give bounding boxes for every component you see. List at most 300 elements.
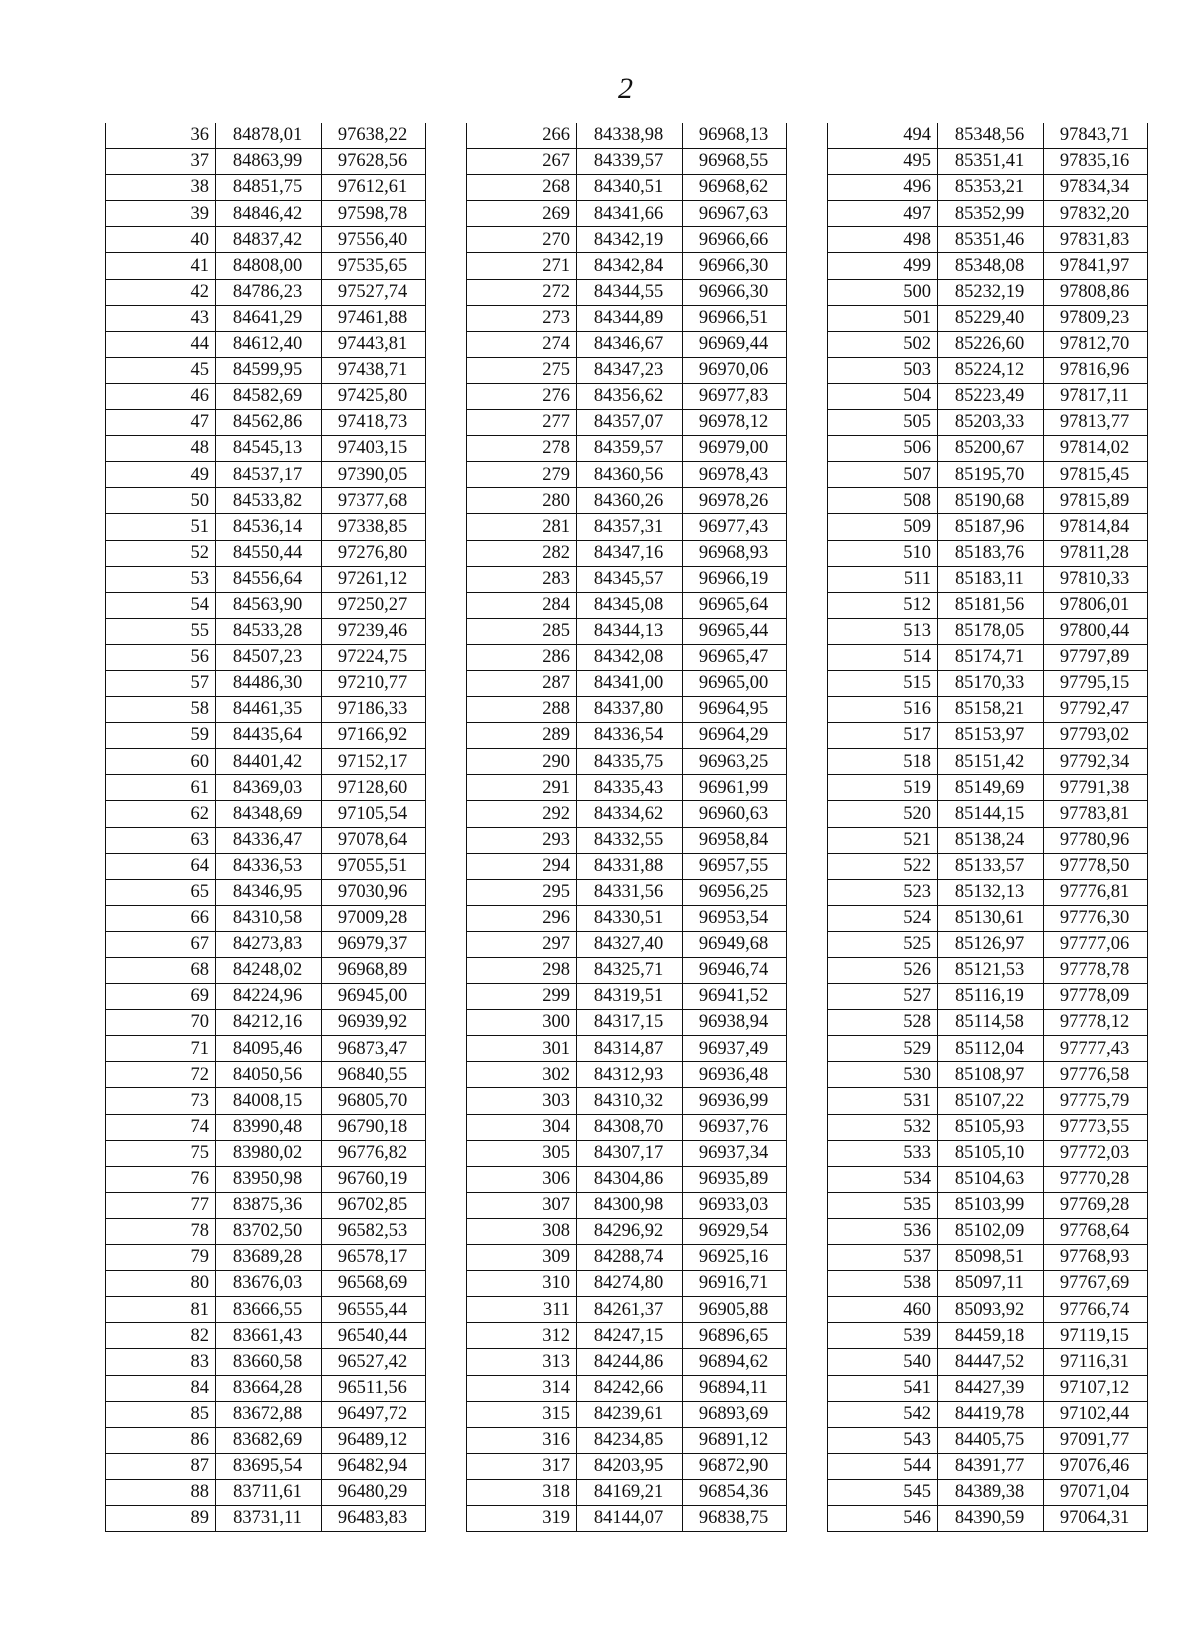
point-number: 305 [467,1140,577,1166]
point-number: 62 [106,801,216,827]
x-coordinate: 83950,98 [216,1166,322,1192]
x-coordinate: 85178,05 [938,618,1044,644]
x-coordinate: 84447,52 [938,1349,1044,1375]
y-coordinate: 97775,79 [1044,1088,1148,1114]
y-coordinate: 97812,70 [1044,331,1148,357]
table-row [106,670,426,696]
point-number: 285 [467,618,577,644]
table-row [828,1114,1148,1140]
table-row [106,931,426,957]
y-coordinate: 96894,11 [683,1375,787,1401]
point-number: 48 [106,436,216,462]
y-coordinate: 96582,53 [322,1218,426,1244]
y-coordinate: 96964,95 [683,697,787,723]
y-coordinate: 96480,29 [322,1479,426,1505]
table-row [828,1323,1148,1349]
y-coordinate: 97166,92 [322,723,426,749]
x-coordinate: 85098,51 [938,1245,1044,1271]
x-coordinate: 83664,28 [216,1375,322,1401]
y-coordinate: 97628,56 [322,149,426,175]
point-number: 66 [106,905,216,931]
point-number: 40 [106,227,216,253]
point-number: 54 [106,592,216,618]
y-coordinate: 97210,77 [322,670,426,696]
x-coordinate: 84144,07 [577,1505,683,1531]
x-coordinate: 84336,54 [577,723,683,749]
y-coordinate: 96873,47 [322,1036,426,1062]
table-row [467,592,787,618]
y-coordinate: 96540,44 [322,1323,426,1349]
table-row [106,514,426,540]
table-row [106,540,426,566]
point-number: 507 [828,462,938,488]
table-row [467,1401,787,1427]
point-number: 539 [828,1323,938,1349]
y-coordinate: 96936,99 [683,1088,787,1114]
point-number: 522 [828,853,938,879]
table-row [828,357,1148,383]
point-number: 43 [106,305,216,331]
y-coordinate: 97767,69 [1044,1271,1148,1297]
x-coordinate: 84641,29 [216,305,322,331]
table-row [467,1166,787,1192]
point-number: 280 [467,488,577,514]
y-coordinate: 96945,00 [322,984,426,1010]
x-coordinate: 84401,42 [216,749,322,775]
table-row [828,670,1148,696]
point-number: 284 [467,592,577,618]
table-row [467,1114,787,1140]
table-row [106,149,426,175]
y-coordinate: 96578,17 [322,1245,426,1271]
y-coordinate: 97806,01 [1044,592,1148,618]
point-number: 525 [828,931,938,957]
point-number: 88 [106,1479,216,1505]
x-coordinate: 85138,24 [938,827,1044,853]
table-row [828,749,1148,775]
y-coordinate: 97535,65 [322,253,426,279]
table-row [467,723,787,749]
y-coordinate: 97773,55 [1044,1114,1148,1140]
y-coordinate: 97418,73 [322,410,426,436]
x-coordinate: 85097,11 [938,1271,1044,1297]
point-number: 318 [467,1479,577,1505]
table-row [467,697,787,723]
table-row [106,1323,426,1349]
x-coordinate: 84346,67 [577,331,683,357]
table-row [467,749,787,775]
y-coordinate: 96933,03 [683,1192,787,1218]
x-coordinate: 85114,58 [938,1010,1044,1036]
table-row [106,566,426,592]
table-row [828,827,1148,853]
point-number: 87 [106,1453,216,1479]
table-row [106,227,426,253]
x-coordinate: 84334,62 [577,801,683,827]
x-coordinate: 84244,86 [577,1349,683,1375]
point-number: 538 [828,1271,938,1297]
table-row [828,149,1148,175]
point-number: 510 [828,540,938,566]
point-number: 44 [106,331,216,357]
point-number: 520 [828,801,938,827]
y-coordinate: 97772,03 [1044,1140,1148,1166]
x-coordinate: 84312,93 [577,1062,683,1088]
x-coordinate: 83875,36 [216,1192,322,1218]
table-row [467,1271,787,1297]
table-row [828,1401,1148,1427]
y-coordinate: 97128,60 [322,775,426,801]
point-number: 500 [828,279,938,305]
table-row [828,1062,1148,1088]
x-coordinate: 84247,15 [577,1323,683,1349]
point-number: 301 [467,1036,577,1062]
point-number: 313 [467,1349,577,1375]
x-coordinate: 85229,40 [938,305,1044,331]
x-coordinate: 84459,18 [938,1323,1044,1349]
x-coordinate: 84837,42 [216,227,322,253]
x-coordinate: 84095,46 [216,1036,322,1062]
y-coordinate: 96978,43 [683,462,787,488]
table-row [106,1297,426,1323]
table-row [106,749,426,775]
point-number: 499 [828,253,938,279]
table-row [828,958,1148,984]
table-row [467,462,787,488]
point-number: 541 [828,1375,938,1401]
point-number: 70 [106,1010,216,1036]
point-number: 77 [106,1192,216,1218]
y-coordinate: 97810,33 [1044,566,1148,592]
point-number: 497 [828,201,938,227]
x-coordinate: 84348,69 [216,801,322,827]
table-row [467,436,787,462]
table-row [106,1036,426,1062]
point-number: 63 [106,827,216,853]
y-coordinate: 97377,68 [322,488,426,514]
table-row [106,1427,426,1453]
y-coordinate: 97778,50 [1044,853,1148,879]
y-coordinate: 97831,83 [1044,227,1148,253]
table-row [106,305,426,331]
table-row [828,1479,1148,1505]
y-coordinate: 97792,34 [1044,749,1148,775]
x-coordinate: 85105,93 [938,1114,1044,1140]
y-coordinate: 97276,80 [322,540,426,566]
y-coordinate: 96946,74 [683,958,787,984]
point-number: 81 [106,1297,216,1323]
x-coordinate: 84248,02 [216,958,322,984]
y-coordinate: 97770,28 [1044,1166,1148,1192]
point-number: 82 [106,1323,216,1349]
x-coordinate: 84331,88 [577,853,683,879]
point-number: 315 [467,1401,577,1427]
table-row [467,149,787,175]
y-coordinate: 96964,29 [683,723,787,749]
point-number: 267 [467,149,577,175]
table-row [106,1062,426,1088]
y-coordinate: 97769,28 [1044,1192,1148,1218]
table-row [467,644,787,670]
x-coordinate: 84340,51 [577,175,683,201]
y-coordinate: 97438,71 [322,357,426,383]
y-coordinate: 97815,45 [1044,462,1148,488]
table-row [106,1088,426,1114]
x-coordinate: 84582,69 [216,383,322,409]
table-row [467,984,787,1010]
y-coordinate: 96527,42 [322,1349,426,1375]
table-row [467,827,787,853]
table-row [828,931,1148,957]
y-coordinate: 97119,15 [1044,1323,1148,1349]
x-coordinate: 85144,15 [938,801,1044,827]
x-coordinate: 85200,67 [938,436,1044,462]
table-row [828,984,1148,1010]
table-row [828,1271,1148,1297]
x-coordinate: 84345,57 [577,566,683,592]
x-coordinate: 84537,17 [216,462,322,488]
y-coordinate: 97791,38 [1044,775,1148,801]
page-number: 2 [618,72,633,105]
table-row [828,618,1148,644]
point-number: 56 [106,644,216,670]
point-number: 291 [467,775,577,801]
point-number: 75 [106,1140,216,1166]
y-coordinate: 96838,75 [683,1505,787,1531]
table-row [467,1427,787,1453]
table-row [106,279,426,305]
x-coordinate: 84339,57 [577,149,683,175]
table-row [467,488,787,514]
y-coordinate: 97793,02 [1044,723,1148,749]
y-coordinate: 97843,71 [1044,123,1148,149]
table-row [106,1192,426,1218]
point-number: 531 [828,1088,938,1114]
y-coordinate: 97612,61 [322,175,426,201]
point-number: 283 [467,566,577,592]
point-number: 527 [828,984,938,1010]
y-coordinate: 97250,27 [322,592,426,618]
point-number: 52 [106,540,216,566]
x-coordinate: 84533,82 [216,488,322,514]
table-row [106,462,426,488]
x-coordinate: 85108,97 [938,1062,1044,1088]
y-coordinate: 96966,66 [683,227,787,253]
table-row [106,357,426,383]
x-coordinate: 84390,59 [938,1505,1044,1531]
point-number: 281 [467,514,577,540]
table-row [828,801,1148,827]
point-number: 297 [467,931,577,957]
y-coordinate: 96953,54 [683,905,787,931]
table-row [828,1297,1148,1323]
y-coordinate: 97107,12 [1044,1375,1148,1401]
y-coordinate: 96961,99 [683,775,787,801]
table-row [828,1010,1148,1036]
x-coordinate: 84863,99 [216,149,322,175]
point-number: 498 [828,227,938,253]
table-row [106,1218,426,1244]
table-row [467,201,787,227]
table-row [106,618,426,644]
y-coordinate: 96960,63 [683,801,787,827]
point-number: 269 [467,201,577,227]
point-number: 501 [828,305,938,331]
point-number: 293 [467,827,577,853]
point-number: 85 [106,1401,216,1427]
y-coordinate: 96979,00 [683,436,787,462]
x-coordinate: 85151,42 [938,749,1044,775]
x-coordinate: 84846,42 [216,201,322,227]
x-coordinate: 84261,37 [577,1297,683,1323]
table-row [828,201,1148,227]
x-coordinate: 85093,92 [938,1297,1044,1323]
point-number: 545 [828,1479,938,1505]
x-coordinate: 84239,61 [577,1401,683,1427]
x-coordinate: 85105,10 [938,1140,1044,1166]
x-coordinate: 85121,53 [938,958,1044,984]
x-coordinate: 84461,35 [216,697,322,723]
point-number: 292 [467,801,577,827]
point-number: 304 [467,1114,577,1140]
y-coordinate: 97009,28 [322,905,426,931]
point-number: 308 [467,1218,577,1244]
table-row [106,1453,426,1479]
point-number: 502 [828,331,938,357]
point-number: 266 [467,123,577,149]
x-coordinate: 84273,83 [216,931,322,957]
point-number: 309 [467,1245,577,1271]
x-coordinate: 84347,23 [577,357,683,383]
point-number: 67 [106,931,216,957]
x-coordinate: 85203,33 [938,410,1044,436]
y-coordinate: 97186,33 [322,697,426,723]
x-coordinate: 84308,70 [577,1114,683,1140]
x-coordinate: 84050,56 [216,1062,322,1088]
point-number: 534 [828,1166,938,1192]
point-number: 83 [106,1349,216,1375]
point-number: 544 [828,1453,938,1479]
table-row [467,175,787,201]
point-number: 276 [467,383,577,409]
table-row [467,1062,787,1088]
point-number: 303 [467,1088,577,1114]
y-coordinate: 96790,18 [322,1114,426,1140]
y-coordinate: 97817,11 [1044,383,1148,409]
table-row [467,958,787,984]
point-number: 540 [828,1349,938,1375]
y-coordinate: 97030,96 [322,879,426,905]
point-number: 46 [106,383,216,409]
table-row [106,1479,426,1505]
point-number: 546 [828,1505,938,1531]
x-coordinate: 85187,96 [938,514,1044,540]
x-coordinate: 85352,99 [938,201,1044,227]
y-coordinate: 96968,89 [322,958,426,984]
y-coordinate: 97778,12 [1044,1010,1148,1036]
x-coordinate: 85226,60 [938,331,1044,357]
point-number: 516 [828,697,938,723]
x-coordinate: 85102,09 [938,1218,1044,1244]
point-number: 42 [106,279,216,305]
table-row [828,1505,1148,1531]
x-coordinate: 85183,11 [938,566,1044,592]
y-coordinate: 97390,05 [322,462,426,488]
table-row [106,383,426,409]
y-coordinate: 96968,62 [683,175,787,201]
table-row [467,514,787,540]
point-number: 79 [106,1245,216,1271]
x-coordinate: 84369,03 [216,775,322,801]
point-number: 528 [828,1010,938,1036]
point-number: 76 [106,1166,216,1192]
point-number: 535 [828,1192,938,1218]
y-coordinate: 96937,49 [683,1036,787,1062]
x-coordinate: 84319,51 [577,984,683,1010]
point-number: 41 [106,253,216,279]
table-row [467,1192,787,1218]
point-number: 49 [106,462,216,488]
table-row [467,540,787,566]
point-number: 57 [106,670,216,696]
point-number: 312 [467,1323,577,1349]
x-coordinate: 84345,08 [577,592,683,618]
point-number: 529 [828,1036,938,1062]
y-coordinate: 96968,13 [683,123,787,149]
point-number: 536 [828,1218,938,1244]
y-coordinate: 96965,47 [683,644,787,670]
table-row [828,644,1148,670]
x-coordinate: 83672,88 [216,1401,322,1427]
point-number: 314 [467,1375,577,1401]
x-coordinate: 84307,17 [577,1140,683,1166]
x-coordinate: 85223,49 [938,383,1044,409]
y-coordinate: 97835,16 [1044,149,1148,175]
table-row [828,514,1148,540]
point-number: 270 [467,227,577,253]
table-row [106,853,426,879]
point-number: 47 [106,410,216,436]
table-row [106,1505,426,1531]
x-coordinate: 84224,96 [216,984,322,1010]
point-number: 45 [106,357,216,383]
x-coordinate: 85130,61 [938,905,1044,931]
table-row [828,227,1148,253]
coordinate-table-3 [827,123,1148,1532]
point-number: 317 [467,1453,577,1479]
y-coordinate: 97091,77 [1044,1427,1148,1453]
table-row [828,566,1148,592]
y-coordinate: 96939,92 [322,1010,426,1036]
point-number: 542 [828,1401,938,1427]
y-coordinate: 96938,94 [683,1010,787,1036]
y-coordinate: 97795,15 [1044,670,1148,696]
y-coordinate: 96957,55 [683,853,787,879]
x-coordinate: 85190,68 [938,488,1044,514]
x-coordinate: 83980,02 [216,1140,322,1166]
table-row [467,566,787,592]
y-coordinate: 96555,44 [322,1297,426,1323]
x-coordinate: 85232,19 [938,279,1044,305]
x-coordinate: 84310,58 [216,905,322,931]
point-number: 38 [106,175,216,201]
table-row [467,853,787,879]
y-coordinate: 96969,44 [683,331,787,357]
x-coordinate: 83695,54 [216,1453,322,1479]
table-row [828,1036,1148,1062]
point-number: 278 [467,436,577,462]
y-coordinate: 97841,97 [1044,253,1148,279]
